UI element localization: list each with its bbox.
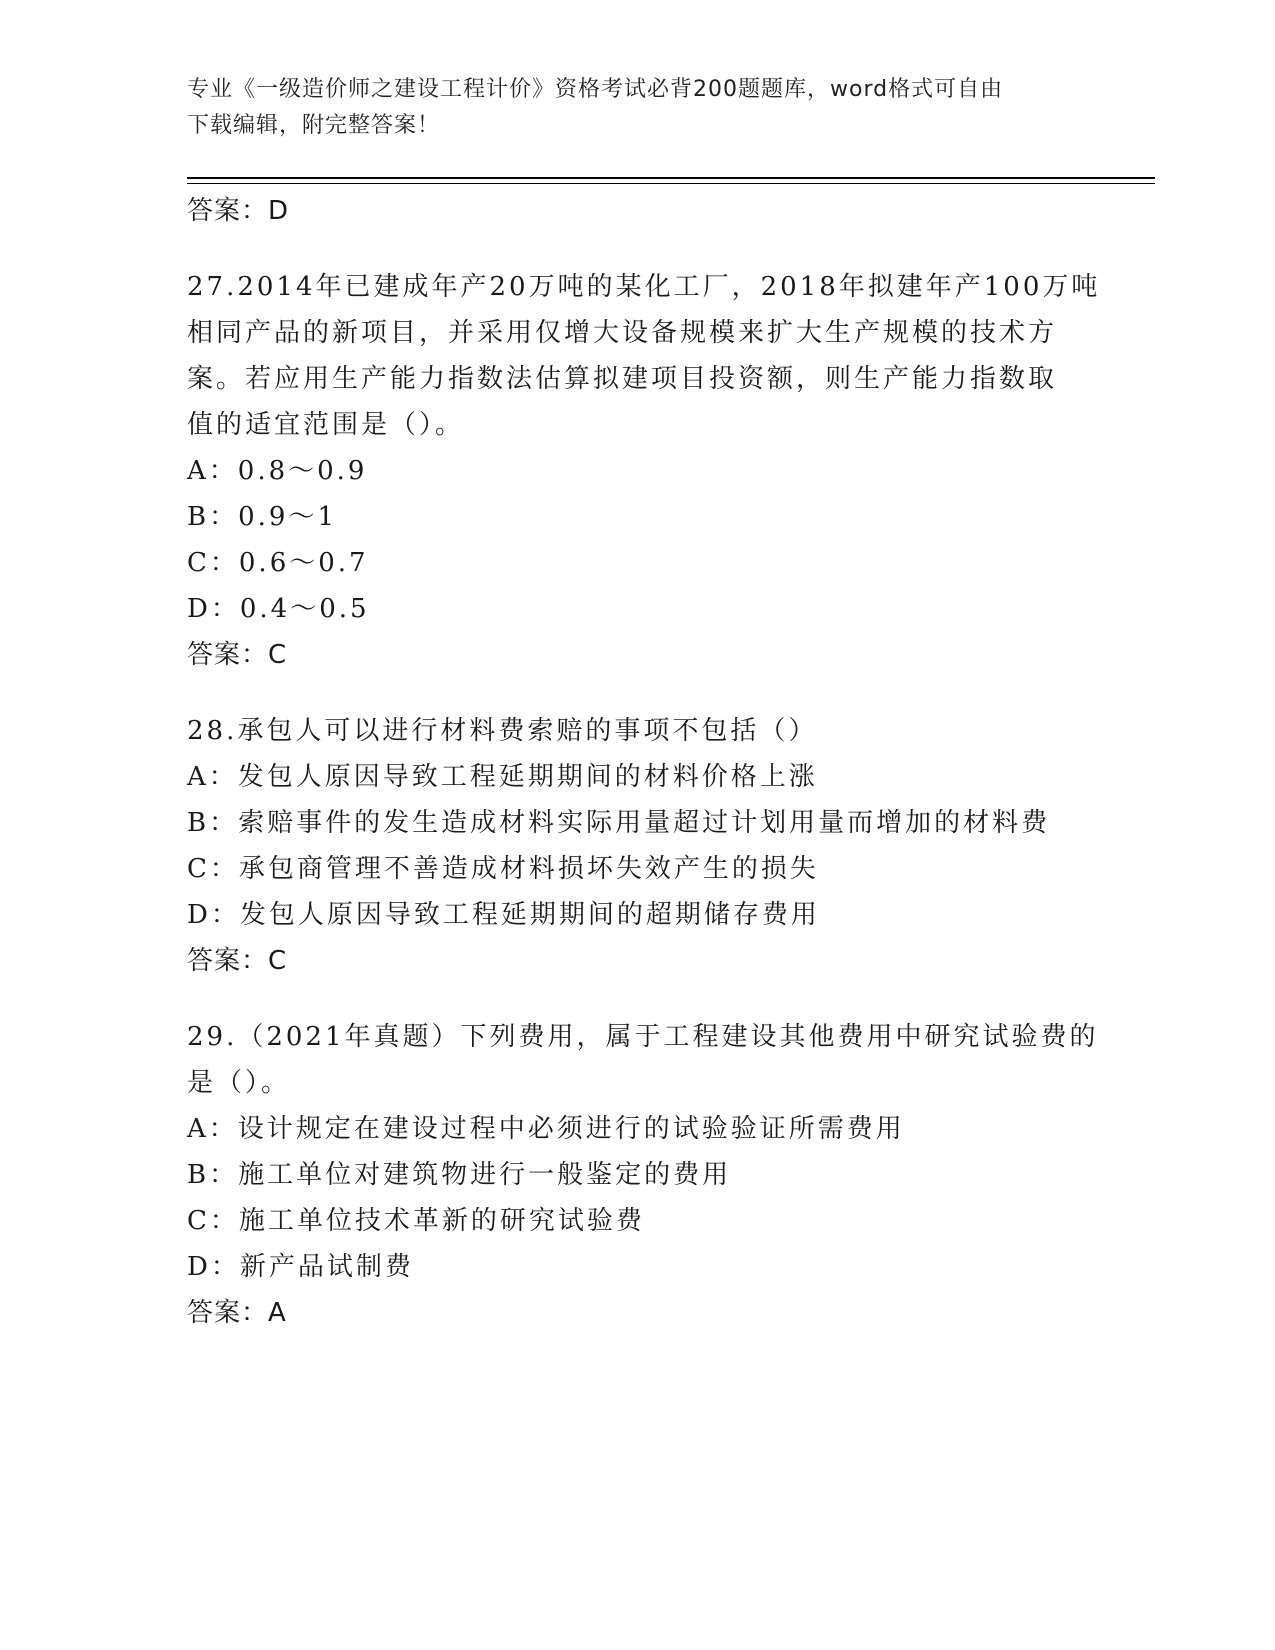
option-d: D：发包人原因导致工程延期期间的超期储存费用 (187, 900, 820, 930)
option-c: C：0.6～0.7 (187, 548, 369, 578)
question-text-line: 值的适宜范围是（）。 (187, 410, 465, 440)
answer-line: 答案：C (187, 640, 288, 670)
header-rule-thick (187, 177, 1155, 179)
answer-line: 答案：A (187, 1298, 287, 1328)
option-a: A：发包人原因导致工程延期期间的材料价格上涨 (187, 762, 818, 792)
option-d: D：新产品试制费 (187, 1252, 414, 1282)
option-d: D：0.4～0.5 (187, 594, 370, 624)
page-header (187, 72, 1087, 144)
option-b: B：施工单位对建筑物进行一般鉴定的费用 (187, 1160, 732, 1190)
header-line-1: 专业《一级造价师之建设工程计价》资格考试必背200题题库，word格式可自由 (187, 77, 1004, 102)
question-text-line: 相同产品的新项目，并采用仅增大设备规模来扩大生产规模的技术方 (187, 318, 1058, 348)
option-b: B：索赔事件的发生造成材料实际用量超过计划用量而增加的材料费 (187, 808, 1051, 838)
question-27 (187, 264, 1147, 678)
option-b: B：0.9～1 (187, 502, 337, 532)
option-c: C：施工单位技术革新的研究试验费 (187, 1206, 645, 1236)
option-c: C：承包商管理不善造成材料损坏失效产生的损失 (187, 854, 819, 884)
question-text-line: 27.2014年已建成年产20万吨的某化工厂，2018年拟建年产100万吨 (187, 272, 1101, 302)
question-text-line: 28.承包人可以进行材料费索赔的事项不包括（） (187, 716, 818, 746)
question-text-line: 是（）。 (187, 1068, 291, 1098)
question-28 (187, 708, 1147, 984)
question-text-line: 案。若应用生产能力指数法估算拟建项目投资额，则生产能力指数取 (187, 364, 1058, 394)
option-a: A：0.8～0.9 (187, 456, 368, 486)
header-rule-thin (187, 183, 1155, 184)
answer-line: 答案：C (187, 946, 288, 976)
question-text-line: 29.（2021年真题）下列费用，属于工程建设其他费用中研究试验费的 (187, 1022, 1099, 1052)
answer-line: 答案：D (187, 196, 290, 226)
header-line-2: 下载编辑，附完整答案！ (187, 113, 441, 138)
option-a: A：设计规定在建设过程中必须进行的试验验证所需费用 (187, 1114, 905, 1144)
document-body (187, 188, 1147, 1336)
question-29 (187, 1014, 1147, 1336)
